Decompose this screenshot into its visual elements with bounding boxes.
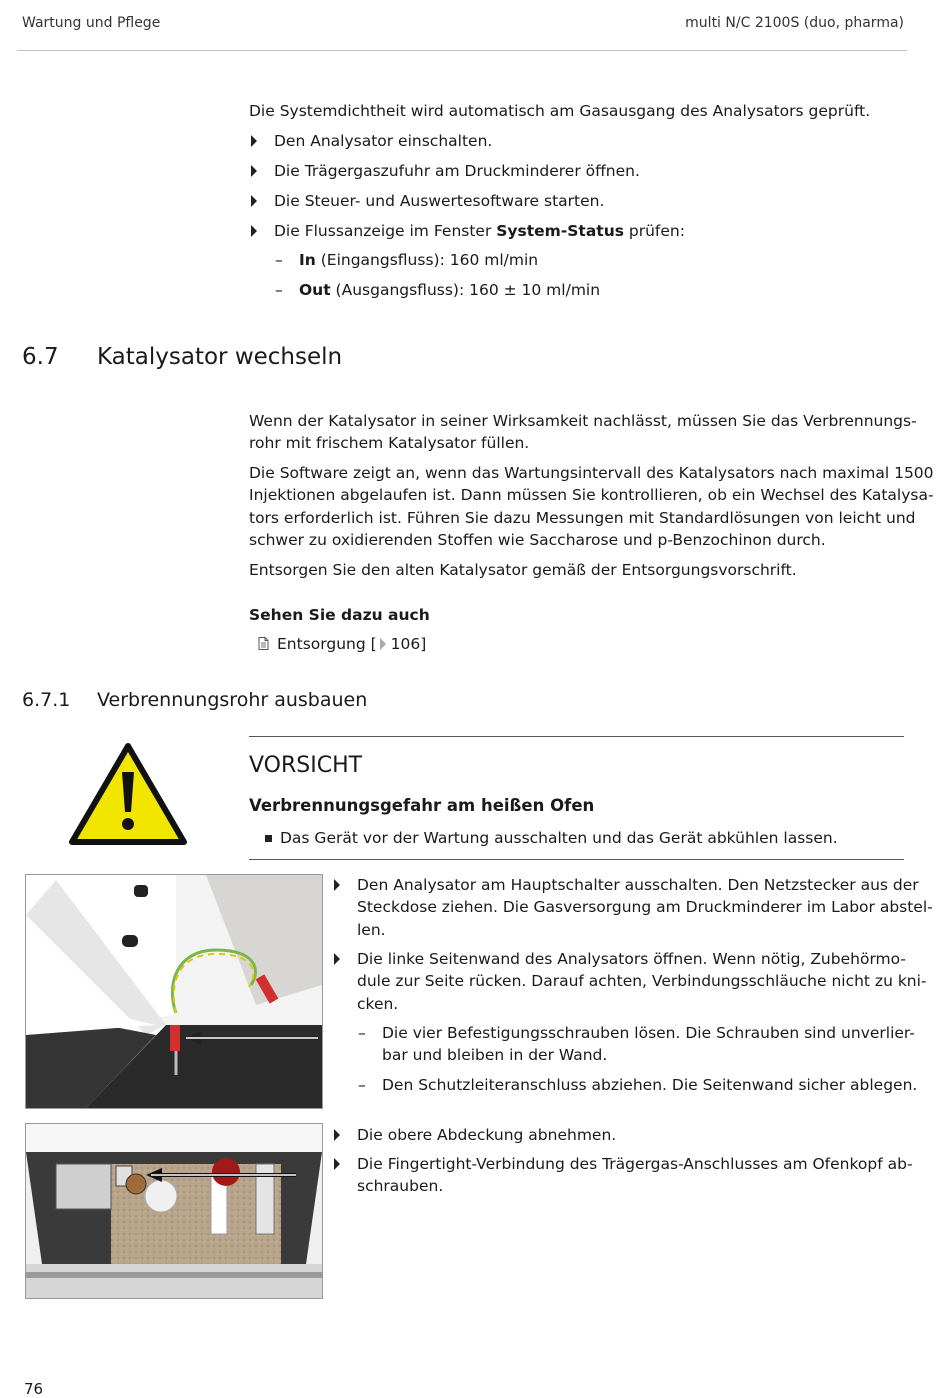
step-line: Die linke Seitenwand des Analysators öffnen. Wenn nötig, Zubehörmo- [357, 950, 907, 968]
photo-oven-head [25, 1123, 323, 1299]
warning-top-rule [249, 736, 904, 737]
subsection-title: Verbrennungsrohr ausbauen [97, 689, 368, 711]
step-arrow-icon [251, 195, 257, 207]
substep-line: Den Schutzleiteranschluss abziehen. Die Seitenwand sicher ablegen. [382, 1076, 918, 1094]
section-number: 6.7 [22, 344, 59, 370]
section-title: Katalysator wechseln [97, 344, 343, 370]
para-2-line: Die Software zeigt an, wenn das Wartungsintervall des Katalysators nach maximal 1500 [249, 464, 934, 482]
step-arrow-icon [251, 165, 257, 177]
header-product: multi N/C 2100S (duo, pharma) [685, 15, 904, 31]
substep-line: Die vier Befestigungsschrauben lösen. Die Schrauben sind unverlier- [382, 1024, 915, 1042]
dash-bullet: – [275, 251, 283, 269]
warning-title: VORSICHT [249, 753, 363, 778]
warning-subtitle: Verbrennungsgefahr am heißen Ofen [249, 796, 595, 815]
para-2-line: Injektionen abgelaufen ist. Dann müssen Sie kontrollieren, ob ein Wechsel des Katalysa- [249, 486, 934, 504]
step-line: Die Fingertight-Verbindung des Trägergas-Anschlusses am Ofenkopf ab- [357, 1155, 913, 1173]
step-arrow-icon [251, 135, 257, 147]
step-line: Den Analysator am Hauptschalter ausschalten. Den Netzstecker aus der [357, 876, 919, 894]
dash-bullet: – [275, 281, 283, 299]
square-bullet-icon [265, 835, 272, 842]
step-line: Steckdose ziehen. Die Gasversorgung am Druckminderer im Labor abstel- [357, 898, 933, 916]
step-line: Die obere Abdeckung abnehmen. [357, 1126, 617, 1144]
header-chapter: Wartung und Pflege [22, 15, 161, 31]
intro-step: Den Analysator einschalten. [274, 132, 493, 150]
para-2-line: tors erforderlich ist. Führen Sie dazu Messungen mit Standardlösungen von leicht und [249, 509, 916, 527]
dash-bullet: – [358, 1024, 366, 1042]
intro-text: Die Systemdichtheit wird automatisch am Gasausgang des Analysators geprüft. [249, 102, 871, 120]
step-line: cken. [357, 995, 399, 1013]
step-arrow-icon [334, 953, 340, 965]
step-line: dule zur Seite rücken. Darauf achten, Verbindungsschläuche nicht zu kni- [357, 972, 927, 990]
intro-step: Die Steuer- und Auswertesoftware starten. [274, 192, 605, 210]
link-text: Entsorgung [ [277, 635, 377, 653]
dash-bullet: – [358, 1076, 366, 1094]
para-2-line: schwer zu oxidierenden Stoffen wie Saccharose und p-Benzochinon durch. [249, 531, 826, 549]
substep-line: bar und bleiben in der Wand. [382, 1046, 608, 1064]
step-arrow-icon [334, 879, 340, 891]
para-1-line: rohr mit frischem Katalysator füllen. [249, 434, 530, 452]
see-also-link[interactable] [258, 633, 426, 656]
para-3: Entsorgen Sie den alten Katalysator gemäß der Entsorgungsvorschrift. [249, 561, 797, 579]
subsection-number: 6.7.1 [22, 689, 71, 711]
see-also-heading: Sehen Sie dazu auch [249, 606, 430, 624]
page-arrow-icon [380, 638, 386, 650]
warning-triangle-icon [68, 742, 188, 846]
step-line: schrauben. [357, 1177, 444, 1195]
warning-bottom-rule [249, 859, 904, 860]
step-arrow-icon [334, 1158, 340, 1170]
flow-in: In (Eingangsfluss): 160 ml/min [299, 251, 539, 269]
step-arrow-icon [251, 225, 257, 237]
photo-side-wall [25, 874, 323, 1109]
document-icon [258, 637, 269, 650]
page-number: 76 [24, 1380, 44, 1398]
intro-step-flow: Die Flussanzeige im Fenster System-Status prüfen: [274, 222, 685, 240]
intro-step: Die Trägergaszufuhr am Druckminderer öffnen. [274, 162, 640, 180]
link-page: 106] [390, 635, 427, 653]
para-1-line: Wenn der Katalysator in seiner Wirksamkeit nachlässt, müssen Sie das Verbrennungs- [249, 412, 917, 430]
warning-item: Das Gerät vor der Wartung ausschalten und das Gerät abkühlen lassen. [280, 829, 838, 847]
step-arrow-icon [334, 1129, 340, 1141]
step-line: len. [357, 921, 386, 939]
header-divider [17, 50, 907, 51]
flow-out: Out (Ausgangsfluss): 160 ± 10 ml/min [299, 281, 601, 299]
